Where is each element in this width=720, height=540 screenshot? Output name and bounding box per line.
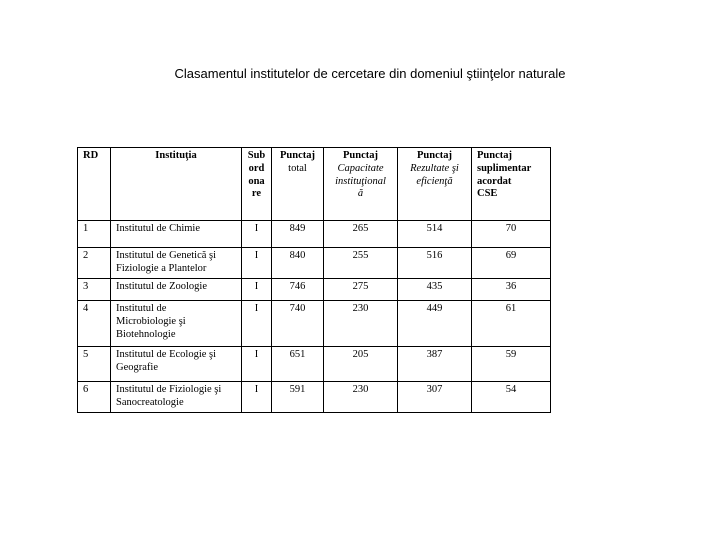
cell-rd: 4 — [78, 301, 111, 347]
header-suplimentar-line: suplimentar — [477, 162, 532, 174]
header-capacitate-line: Capacitate — [337, 162, 384, 174]
institutia-line: Institutul de Chimie — [116, 223, 200, 234]
header-suplimentar-line: Punctaj — [477, 150, 512, 161]
header-punctaj-total — [272, 148, 324, 221]
cell-rd: 3 — [78, 279, 111, 301]
institutia-line: Fiziologie a Plantelor — [116, 262, 207, 274]
table-row — [78, 248, 551, 279]
ranking-table — [77, 147, 551, 413]
header-capacitate — [324, 148, 398, 221]
institutia-line: Institutul de Fiziologie şi — [116, 384, 222, 395]
table-row — [78, 279, 551, 301]
cell-rd: 6 — [78, 382, 111, 413]
table-row — [78, 347, 551, 382]
cell-institutia — [111, 347, 242, 382]
header-total-line: Punctaj — [280, 150, 315, 161]
cell-punctaj-total: 651 — [272, 347, 324, 382]
cell-capacitate: 230 — [324, 382, 398, 413]
cell-suplimentar: 36 — [472, 279, 551, 301]
cell-sub-ord: I — [242, 301, 272, 347]
cell-capacitate: 265 — [324, 221, 398, 248]
institutia-line: Institutul de Zoologie — [116, 281, 207, 292]
cell-rd: 5 — [78, 347, 111, 382]
header-sub-ord-line: re — [251, 188, 262, 200]
cell-capacitate: 230 — [324, 301, 398, 347]
cell-sub-ord: I — [242, 382, 272, 413]
cell-punctaj-total: 849 — [272, 221, 324, 248]
cell-institutia — [111, 221, 242, 248]
header-total-line: total — [288, 162, 307, 174]
cell-sub-ord: I — [242, 279, 272, 301]
page-title: Clasamentul institutelor de cercetare din domeniul ştiinţelor naturale — [174, 66, 566, 81]
cell-institutia — [111, 382, 242, 413]
table-row — [78, 382, 551, 413]
cell-rezultate: 514 — [398, 221, 472, 248]
cell-rezultate: 449 — [398, 301, 472, 347]
cell-punctaj-total: 591 — [272, 382, 324, 413]
institutia-line: Institutul de Genetică şi — [116, 250, 217, 261]
institutia-line: Sanocreatologie — [116, 396, 184, 408]
cell-institutia — [111, 248, 242, 279]
cell-capacitate: 275 — [324, 279, 398, 301]
header-sub-ord — [242, 148, 272, 221]
cell-suplimentar: 54 — [472, 382, 551, 413]
cell-rezultate: 435 — [398, 279, 472, 301]
cell-suplimentar: 61 — [472, 301, 551, 347]
header-sub-ord-line: Sub — [247, 150, 266, 161]
institutia-line: Institutul de Ecologie şi — [116, 349, 217, 360]
header-rezultate — [398, 148, 472, 221]
cell-suplimentar: 70 — [472, 221, 551, 248]
cell-punctaj-total: 740 — [272, 301, 324, 347]
header-sub-ord-line: ona — [248, 175, 265, 187]
cell-rd: 2 — [78, 248, 111, 279]
table-row — [78, 301, 551, 347]
header-capacitate-line: ă — [357, 188, 364, 200]
header-sub-ord-line: ord — [248, 162, 265, 174]
cell-rezultate: 307 — [398, 382, 472, 413]
table-header-row — [78, 148, 551, 221]
table-row — [78, 221, 551, 248]
cell-suplimentar: 69 — [472, 248, 551, 279]
cell-sub-ord: I — [242, 221, 272, 248]
cell-rd: 1 — [78, 221, 111, 248]
cell-institutia — [111, 301, 242, 347]
cell-sub-ord: I — [242, 347, 272, 382]
institutia-line: Geografie — [116, 361, 158, 373]
header-suplimentar-line: CSE — [477, 188, 498, 200]
header-rezultate-line: Rezultate şi — [410, 162, 459, 174]
header-suplimentar-line: acordat — [477, 175, 512, 187]
header-capacitate-bold: Punctaj — [343, 150, 378, 161]
header-rezultate-line: eficienţă — [416, 175, 453, 187]
cell-institutia — [111, 279, 242, 301]
cell-sub-ord: I — [242, 248, 272, 279]
header-capacitate-line: instituţional — [335, 175, 386, 187]
header-institutia: Instituţia — [111, 148, 242, 221]
cell-capacitate: 255 — [324, 248, 398, 279]
cell-punctaj-total: 840 — [272, 248, 324, 279]
cell-capacitate: 205 — [324, 347, 398, 382]
header-rd: RD — [78, 148, 111, 221]
institutia-line: Institutul de — [116, 303, 167, 314]
institutia-line: Microbiologie şi — [116, 315, 186, 327]
cell-suplimentar: 59 — [472, 347, 551, 382]
cell-rezultate: 516 — [398, 248, 472, 279]
institutia-line: Biotehnologie — [116, 328, 176, 340]
cell-rezultate: 387 — [398, 347, 472, 382]
cell-punctaj-total: 746 — [272, 279, 324, 301]
header-suplimentar — [472, 148, 551, 221]
header-rezultate-bold: Punctaj — [417, 150, 452, 161]
